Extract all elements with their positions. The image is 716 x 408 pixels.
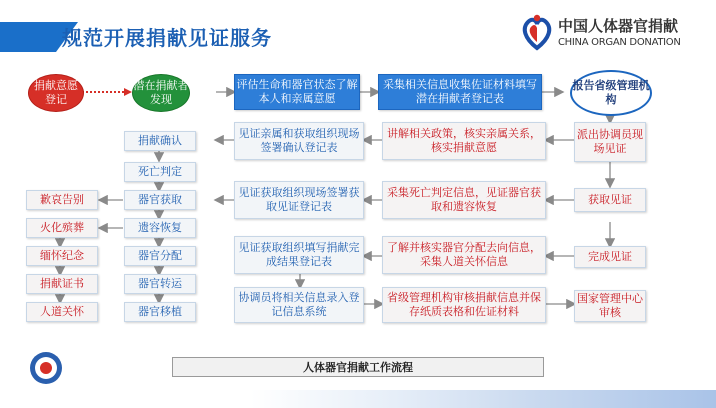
confirm-step: 捐献确认 bbox=[124, 131, 196, 151]
national-review-step: 国家管理中心审核 bbox=[574, 290, 646, 322]
report-province-node: 报告省级管理机构 bbox=[570, 70, 652, 116]
death-step: 死亡判定 bbox=[124, 162, 196, 182]
restore-step: 遗容恢复 bbox=[124, 218, 196, 238]
procure-step: 器官获取 bbox=[124, 190, 196, 210]
witness-family-step: 见证亲属和获取组织现场签署确认登记表 bbox=[234, 122, 364, 160]
logo-text-cn: 中国人体器官捐献 bbox=[558, 17, 679, 35]
coordinator-enter-step: 协调员将相关信息录入登记信息系统 bbox=[234, 287, 364, 323]
procure-witness-step: 见证获取组织现场签署获取见证登记表 bbox=[234, 181, 364, 219]
transport-step: 器官转运 bbox=[124, 274, 196, 294]
provincial-review-step: 省级管理机构审核捐献信息并保存纸质表格和佐证材料 bbox=[382, 287, 546, 323]
collect-death-step: 采集死亡判定信息，见证器官获取和遗容恢复 bbox=[382, 181, 546, 219]
complete-witness-node: 完成见证 bbox=[574, 246, 646, 268]
dispatch-coordinator-step: 派出协调员现场见证 bbox=[574, 122, 646, 162]
bottom-seal-icon bbox=[30, 352, 62, 384]
bottom-ribbon bbox=[0, 390, 716, 408]
page-title: 规范开展捐献见证服务 bbox=[62, 26, 272, 50]
transplant-step: 器官移植 bbox=[124, 302, 196, 322]
logo-text-en: CHINA ORGAN DONATION bbox=[558, 37, 681, 48]
registration-node: 捐献意愿登记 bbox=[28, 74, 84, 112]
explain-policy-step: 讲解相关政策，核实亲属关系，核实捐献意愿 bbox=[382, 122, 546, 160]
certificate-step: 捐献证书 bbox=[26, 274, 98, 294]
farewell-step: 歉哀告别 bbox=[26, 190, 98, 210]
collect-info-step: 采集相关信息收集佐证材料填写潜在捐献者登记表 bbox=[378, 74, 542, 110]
assess-step: 评估生命和器官状态了解本人和亲属意愿 bbox=[234, 74, 360, 110]
footer-caption: 人体器官捐献工作流程 bbox=[172, 357, 544, 377]
allocate-step: 器官分配 bbox=[124, 246, 196, 266]
verify-allocation-step: 了解并核实器官分配去向信息，采集人道关怀信息 bbox=[382, 236, 546, 274]
procure-witness-node: 获取见证 bbox=[574, 188, 646, 212]
humane-care-step: 人道关怀 bbox=[26, 302, 98, 322]
cremation-step: 火化殡葬 bbox=[26, 218, 98, 238]
memorial-step: 缅怀纪念 bbox=[26, 246, 98, 266]
potential-donor-node: 潜在捐献者发现 bbox=[132, 74, 190, 112]
witness-complete-step: 见证获取组织填写捐献完成结果登记表 bbox=[234, 236, 364, 274]
